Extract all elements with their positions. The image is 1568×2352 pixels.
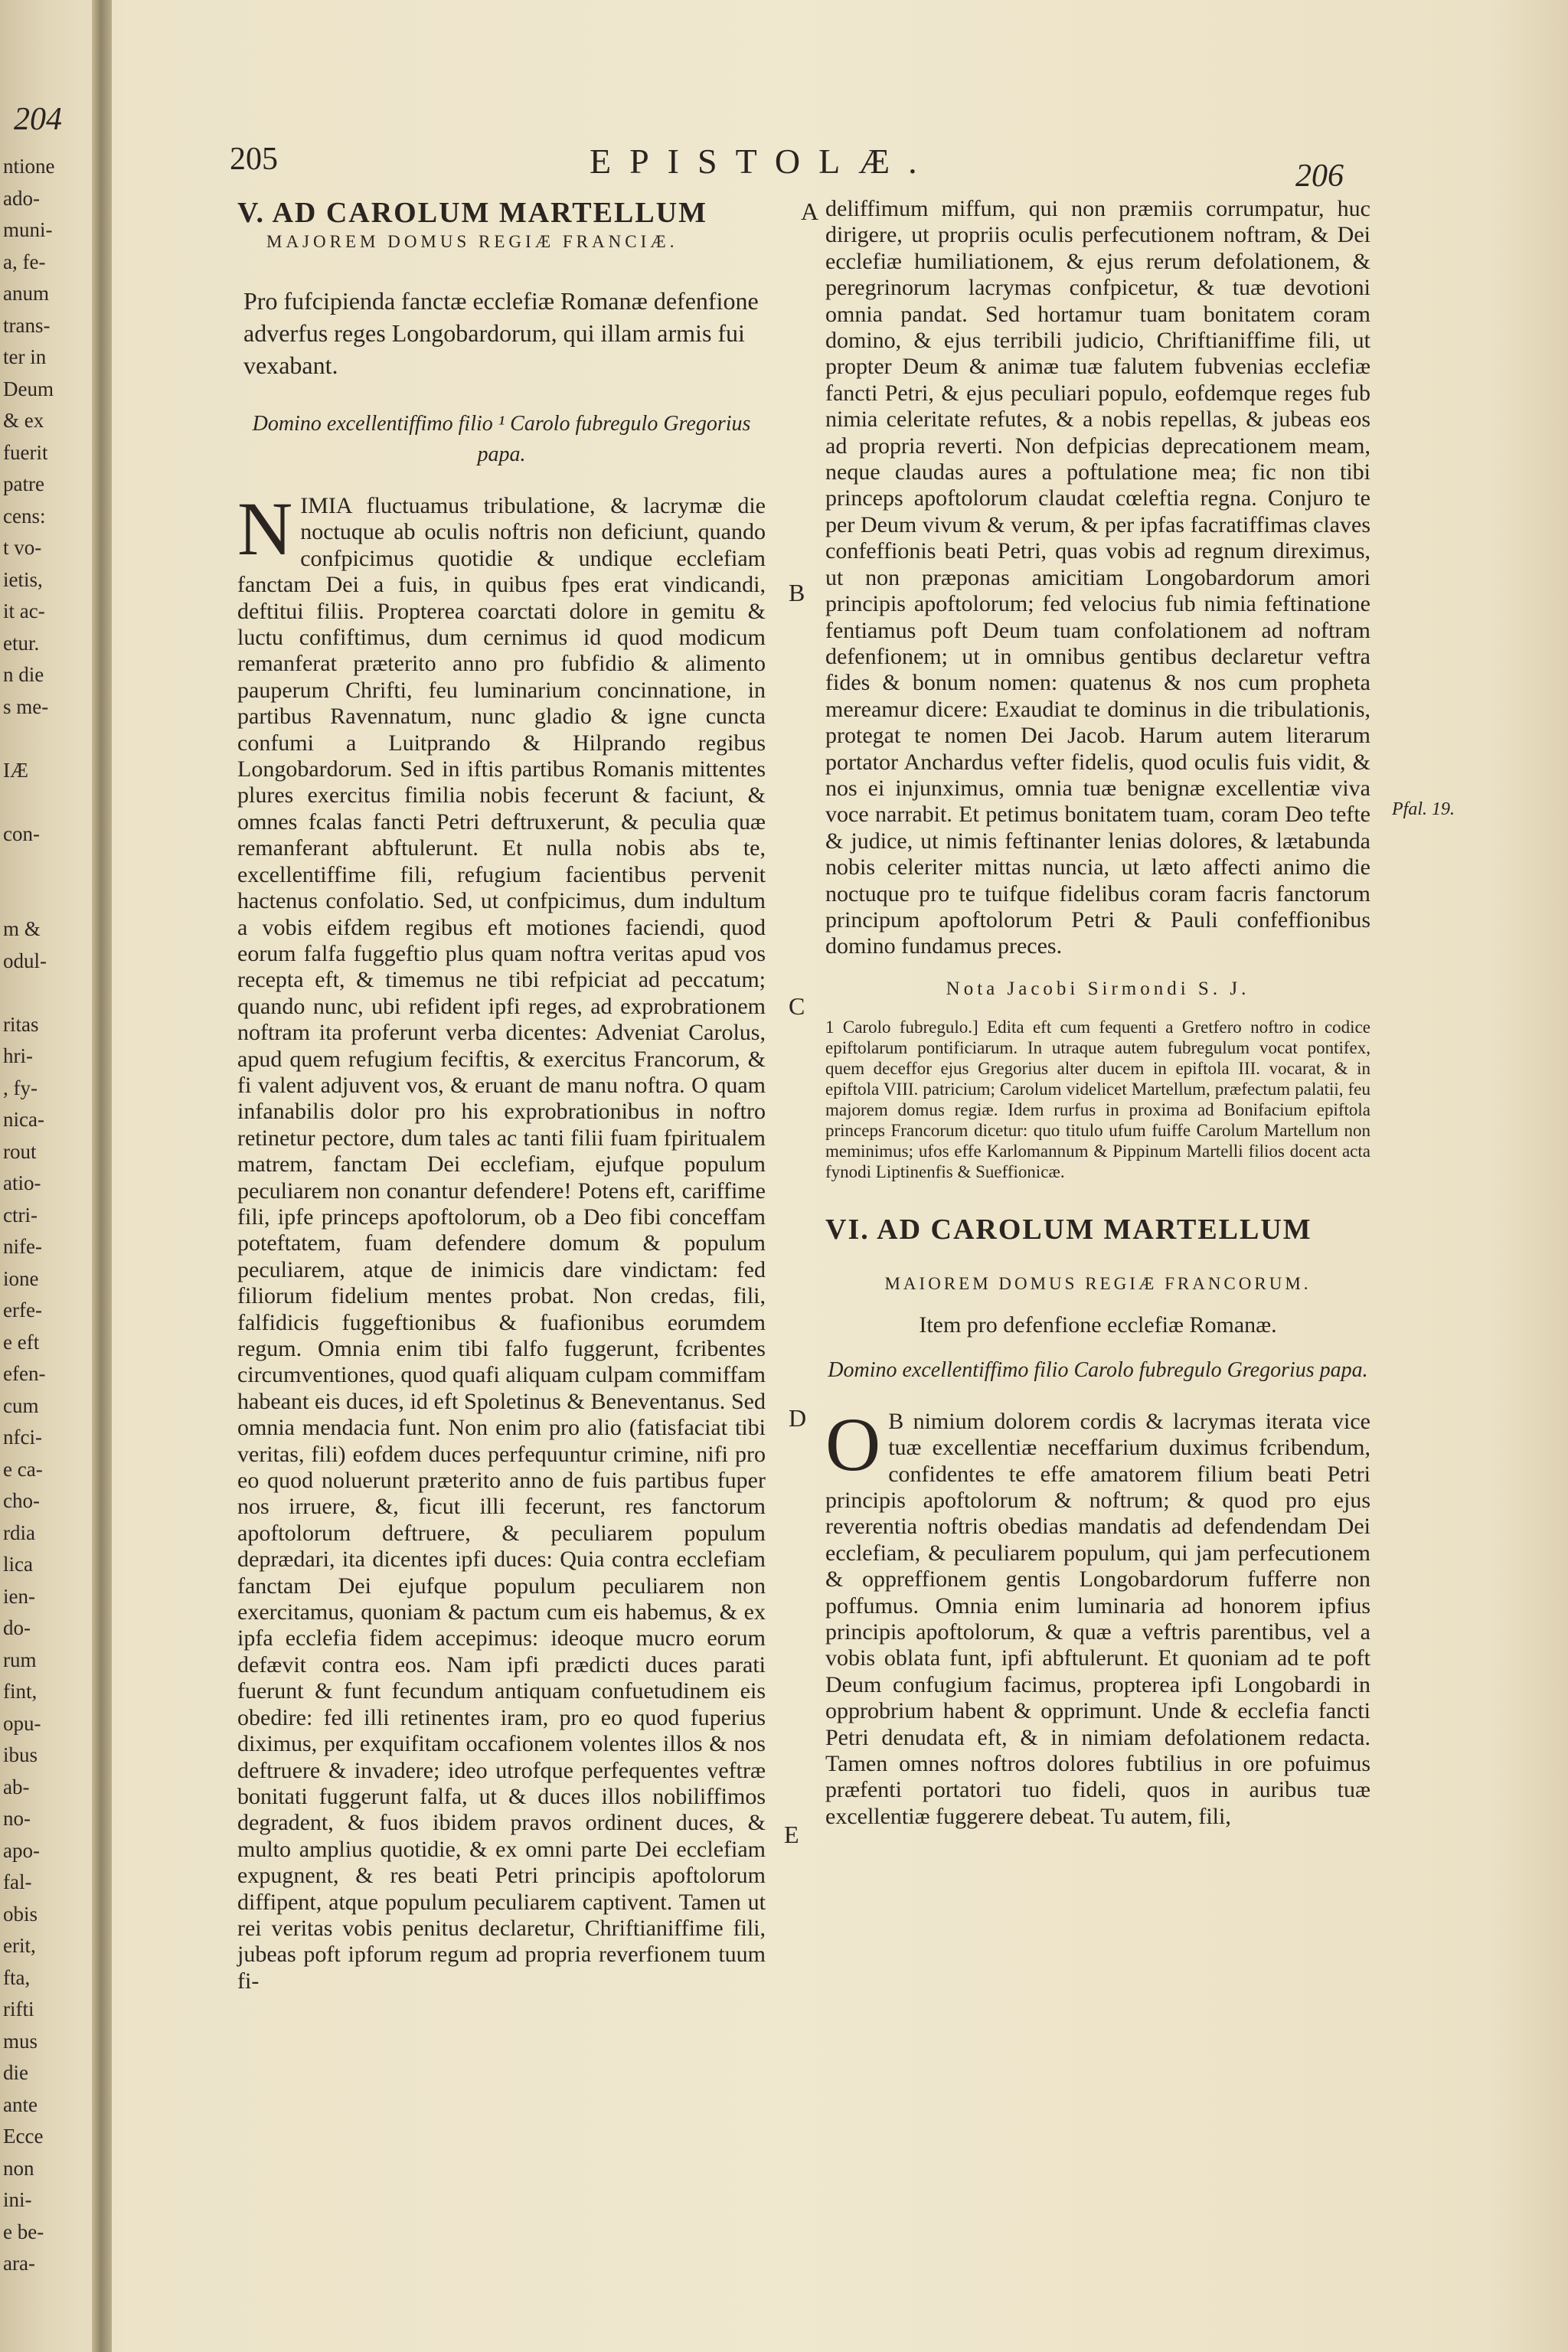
facing-page-line: ione — [3, 1266, 39, 1290]
facing-page-line: ini- — [3, 2188, 32, 2211]
letter6-dropcap: O — [825, 1401, 881, 1487]
letter6-salutation: Domino excellentiffimo filio Carolo fubregulo Gregorius papa. — [828, 1357, 1368, 1382]
facing-page-line: ante — [3, 2092, 38, 2116]
letter6-body — [825, 1401, 1370, 1831]
facing-page-line: no- — [3, 1807, 31, 1830]
facing-page-line: die — [3, 2061, 28, 2084]
letter5-body-left-text: IMIA fluctuamus tribulatione, & lacrymæ die noctuque ab oculis noftris non deficiunt, quando confpicimus quotidie & undique ecclefiam fanctam Dei a fuis, in quibus fpes erat vindicandi, deftitui filiis. Propterea coarctati dolore in gemitu & luctu confiftimus, dum cernimus id quod modicum remanferat præterito anno pro fubfidio & alimento pauperum Chrifti, feu luminarium concinnatione, in partibus Ravennatum, nunc gladio & igne cuncta confumi a Luitprando & Hilprando regibus Longobardorum. Sed in iftis partibus Romanis mittentes plures exercitus fimilia nobis fecerunt & faciunt, & omnes fcalas fancti Petri deftruxerunt, & peculia quæ remanferant abftulerunt. Et nulla nobis abs te, excellentiffime fili, refugium facientibus pervenit hactenus confolatio. Sed, ut confpicimus, dum indultum a vobis eifdem regibus eft motiones faciendi, quod eorum falfa fuggeftio plus quam noftra veritas apud vos recepta eft, & timemus ne tibi refpiciat ad peccatum; quando nunc, ubi refident ipfi reges, ad exprobrationem noftram ita proferunt verba dicentes: Adveniat Carolus, apud quem refugium feciftis, & exercitus Francorum, & fi valent adjuvent vos, & eruant de manu noftra. O quam infanabilis dolor pro his exprobrationibus in noftro retinetur pectore, dum tales ac tanti filii fuam fpiritualem matrem, fanctam Dei ecclefiam, ejufque populum peculiarem non conantur defendere! Potens eft, cariffime fili, ipfe princeps apoftolorum, ob a Deo fibi conceffam poteftatem, fuam defendere domum & populum peculiarem, atque de inimicis dare vindictam: fed filiorum fidelium mentes probat. Non credas, fili, falfidicis fuggeftionibus & fuafionibus eorumdem regum. Omnia enim tibi falfo fuggerunt, fcribentes circumventiones, quod quafi aliquam culpam commiffam habeant eis duces, id eft Spoletinus & Beneventanus. Sed omnia mendacia funt. Non enim pro alio (fatisfaciat tibi veritas, fili) eofdem duces perfequuntur crimine, nifi pro eo quod noluerunt præterito anno de fuis partibus fuper nos irruere, &, ficut illi fecerunt, res fanctorum apoftolorum deftruere, & peculiarem populum deprædari, ita dicentes ipfi duces: Quia contra ecclefiam fanctam Dei ejufque populum peculiarem non exercitamus, quoniam & pactum cum eis habemus, & ex ipfa ecclefia fidem accepimus: ideoque mucro eorum defævit contra eos. Nam ipfi prædicti duces parati fuerunt & funt fecundum antiquam confuetudinem eis obedire: fed illi retinentes iram, pro eo quod fuperius diximus, per exquifitam occafionem volentes illos & nos deftruere & invadere; ideo utrofque perfequentes veftræ bonitati fuggerunt falfa, ut & duces illos nobiliffimos degradent, & fuos ibidem pravos ordinent duces, & multo amplius quotidie, & ex omni parte Dei ecclefiam expugnent, & res beati Petri principis apoftolorum diffipent, atque populum peculiarem captivent. Tamen ut rei veritas vobis penitus declaretur, Chriftianiffime fili, jubeas poft ipforum regum ad propria reverfionem tuum fi- — [237, 493, 766, 1994]
facing-page-line: odul- — [3, 949, 47, 972]
facing-page-line: fuerit — [3, 440, 48, 464]
facing-page-line: rifti — [3, 1998, 34, 2020]
letter5-salutation: Domino excellentiffimo filio ¹ Carolo fubregulo Gregorius papa. — [252, 412, 751, 466]
facing-page-line: nife- — [3, 1235, 42, 1258]
facing-page-line: ter in — [3, 345, 47, 368]
letter6-subheading: MAIOREM DOMUS REGIÆ FRANCORUM. — [884, 1273, 1312, 1293]
facing-page-line: cum — [3, 1393, 39, 1417]
facing-page-line: ara- — [3, 2252, 35, 2275]
facing-page-line: a, fe- — [3, 250, 46, 273]
facing-page-line: ab- — [3, 1775, 30, 1798]
letter5-heading: V. AD CAROLUM MARTELLUM — [237, 197, 707, 229]
facing-page-line: ien- — [3, 1584, 35, 1608]
facing-page-line: fta, — [3, 1965, 31, 1989]
facing-page-line: ietis, — [3, 567, 43, 591]
letter5-body-left — [237, 486, 766, 1994]
facing-page-line: opu- — [3, 1711, 41, 1735]
facing-page-line: mus — [3, 2029, 38, 2053]
facing-page-line: fint, — [3, 1680, 38, 1703]
facing-page-line: ntione — [3, 155, 55, 178]
margin-letter-e: E — [784, 1821, 799, 1848]
facing-page-line: cens: — [3, 504, 46, 528]
margin-letter-d: D — [789, 1404, 807, 1432]
letter5-dropcap: N — [237, 486, 293, 571]
left-column — [237, 196, 766, 1994]
facing-page-line: t vo- — [3, 536, 42, 559]
facing-page-strip — [0, 0, 92, 2352]
facing-page-line: trans- — [3, 313, 51, 337]
facing-page-line: efen- — [3, 1362, 46, 1385]
facing-page-line: ctri- — [3, 1203, 38, 1227]
facing-page-line: ritas — [3, 1012, 39, 1036]
letter5-subheading: MAJOREM DOMUS REGIÆ FRANCIÆ. — [266, 232, 678, 251]
facing-page-line: ibus — [3, 1743, 38, 1766]
facing-page-line: ado- — [3, 186, 40, 210]
margin-letter-a: A — [801, 198, 819, 225]
facing-page-line: m & — [3, 917, 41, 940]
facing-page-line: it ac- — [3, 599, 45, 622]
facing-page-line: atio- — [3, 1171, 41, 1194]
facing-page-line: rout — [3, 1139, 37, 1163]
facing-page-line: e be- — [3, 2220, 44, 2243]
psalm-reference: Pfal. 19. — [1392, 799, 1455, 819]
facing-page-line: fal- — [3, 1870, 32, 1893]
facing-page-line: erfe- — [3, 1298, 42, 1321]
facing-page-line: , fy- — [3, 1076, 38, 1099]
facing-page-line: con- — [3, 822, 40, 845]
facing-page-line: non — [3, 2156, 34, 2180]
facing-page-line: e eft — [3, 1330, 40, 1354]
margin-letter-c: C — [789, 992, 805, 1020]
facing-page-line: etur. — [3, 631, 40, 655]
facing-page-line: erit, — [3, 1934, 36, 1957]
facing-page-line: Ecce — [3, 2125, 44, 2148]
prev-page-number: 204 — [14, 102, 62, 137]
letter5-summary: Pro fufcipienda fanctæ ecclefiæ Romanæ defenfione adverfus reges Longobardorum, qui illam armis fui vexabant. — [243, 287, 759, 379]
facing-page-line: rum — [3, 1648, 37, 1671]
facing-page-line: rdia — [3, 1521, 35, 1544]
facing-page-line: e ca- — [3, 1457, 43, 1481]
note-text: 1 Carolo fubregulo.] Edita eft cum fequenti a Gretfero noftro in codice epiftolarum pontificiarum. In utraque autem fubregulum vocat pontifex, quem deceffor ejus Gregorius alter ducem in epiftola III. vocarat, & in epiftola VIII. patricium; Carolum videlicet Martellum, præfectum palatii, feu majorem domus regiæ. Idem rurfus in proxima ad Bonifacium epiftola princeps Francorum dicetur: quo titulo ufum fuiffe Carolum Martellum non meminimus; ufos effe Karlomannum & Pippinum Martelli filios docent acta fynodi Liptinenfis & Sueffionicæ. — [825, 1017, 1370, 1181]
facing-page-line: n die — [3, 663, 44, 686]
running-header: EPISTOLÆ. — [590, 142, 936, 181]
letter6-summary: Item pro defenfione ecclefiæ Romanæ. — [919, 1312, 1277, 1338]
facing-page-line: anum — [3, 282, 49, 305]
letter6-heading: VI. AD CAROLUM MARTELLUM — [825, 1213, 1312, 1246]
facing-page-line: muni- — [3, 218, 53, 241]
facing-page-line: cho- — [3, 1489, 40, 1512]
facing-page-line: & ex — [3, 409, 44, 432]
facing-page-line: nfci- — [3, 1426, 42, 1449]
right-column — [825, 196, 1370, 1830]
facing-page-line: lica — [3, 1553, 33, 1576]
note-heading: Nota Jacobi Sirmondi S. J. — [946, 978, 1250, 999]
letter6-body-text: B nimium dolorem cordis & lacrymas iterata vice tuæ excellentiæ neceffarium duximus fcribendum, confidentes te effe amatorem filium beati Petri principis apoftolorum & noftrum; & quod pro ejus reverentia noftris obedias mandatis ad defendendam Dei ecclefiam, & peculiarem populum, qui jam perfecutionem & oppreffionem gentis Longobardorum fufferre non poffumus. Omnia enim luminaria ad honorem ipfius principis apoftolorum, & quæ a veftris parentibus, vel a vobis oblata funt, ipfi abftulerunt. Et quoniam ad te poft Deum confugium facimus, propterea ipfi Longobardi in opprobrium habent & opprimunt. Unde & ecclefia fancti Petri denudata eft, & in nimiam defolationem redacta. Tamen omnes noftros dolores fubtilius in ore pofuimus præfenti portatori tuo fideli, quos in auribus tuæ excellentiæ fuggerere debeat. Tu autem, fili, — [825, 1408, 1370, 1829]
facing-page-line: do- — [3, 1616, 31, 1639]
facing-page-line: patre — [3, 472, 44, 495]
facing-page-line: nica- — [3, 1108, 44, 1131]
facing-page-line: Deum — [3, 377, 54, 400]
facing-page-line: hri- — [3, 1044, 33, 1067]
right-page-number: 206 — [1295, 158, 1344, 194]
left-page-number: 205 — [230, 142, 278, 177]
book-gutter — [92, 0, 112, 2352]
margin-letter-b: B — [789, 579, 805, 606]
facing-page-line: obis — [3, 1902, 38, 1926]
letter5-body-right: deliffimum miffum, qui non præmiis corrumpatur, huc dirigere, ut propriis oculis perfecutionem noftram, & Dei ecclefiæ humiliationem, & ejus rerum defolationem, & peregrinorum lacrymas confpicetur, & tuæ devotioni omnia pandat. Sed hortamur tuam bonitatem coram domino, & ejus terribili judicio, Chriftianiffime fili, ut propter Deum & animæ tuæ falutem fubvenias ecclefiæ fancti Petri, & ejus peculiari populo, eofdemque reges fub nimia celeritate refutes, & a nobis repellas, & jubeas eos ad propria reverti. Non defpicias deprecationem meam, neque claudas aures a poftulatione mea; fic non tibi princeps apoftolorum claudat cœleftia regna. Conjuro te per Deum vivum & verum, & per ipfas facratiffimas claves confeffionis beati Petri, quas vobis ad regnum direximus, ut non præponas amicitiam Longobardorum amori principis apoftolorum; fed velocius fub nimia feftinatione fentiamus poft Deum tuam confolationem ad noftram defenfionem; ut in omnibus gentibus declaretur veftra fides & bonum nomen: quatenus & nos cum propheta mereamur dicere: Exaudiat te dominus in die tribulationis, protegat te nomen Dei Jacob. Harum autem literarum portator Anchardus vefter fidelis, quod oculis fuis vidit, & nos ei injunximus, omnia tuæ benignæ excellentiæ viva voce narrabit. Et petimus bonitatem tuam, coram Deo tefte & judice, ut nimis feftinanter lenias dolores, & lætabunda nobis celeriter mittas nuncia, ut læto affecti animo die noctuque pro te tuifque fidelibus coram facris fanctorum principum apoftolorum Petri & Pauli confeffionibus domino fundamus preces. — [825, 196, 1370, 959]
facing-page-line: apo- — [3, 1838, 40, 1862]
facing-page-line: IÆ — [3, 758, 28, 782]
facing-page-line: s me- — [3, 694, 49, 718]
